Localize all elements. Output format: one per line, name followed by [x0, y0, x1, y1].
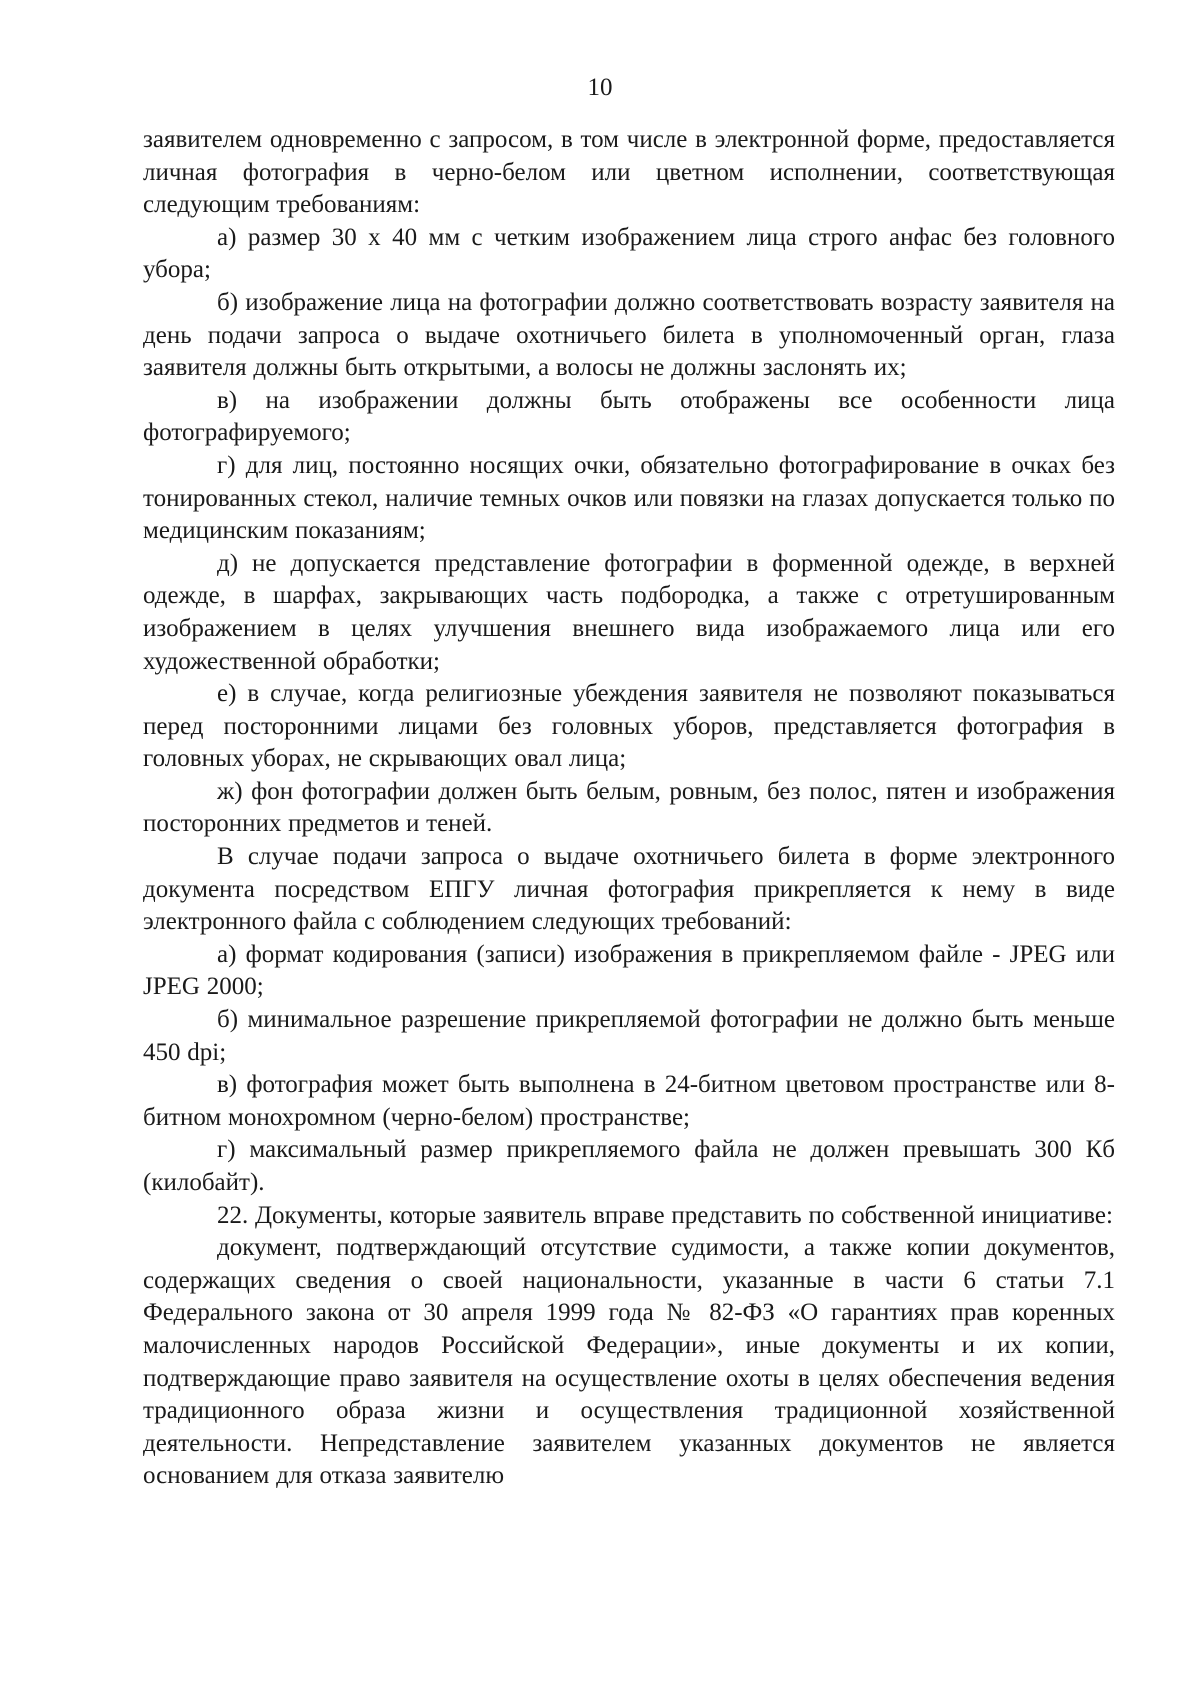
paragraph-requirement-b: б) изображение лица на фотографии должно соответствовать возрасту заявителя на день подачи запроса о выдаче охотничьего билета в уполномоченный орган, глаза заявителя должны быть открытыми, а волосы не должны заслонять их;: [143, 288, 1115, 382]
paragraph-file-format: а) формат кодирования (записи) изображения в прикрепляемом файле - JPEG или JPEG 2000;: [143, 940, 1115, 1001]
document-body: [143, 124, 1115, 1493]
paragraph-requirement-zh: ж) фон фотографии должен быть белым, ровным, без полос, пятен и изображения посторонних предметов и теней.: [143, 777, 1115, 838]
paragraph-electronic-submission: В случае подачи запроса о выдаче охотничьего билета в форме электронного документа посредством ЕПГУ личная фотография прикрепляется к нему в виде электронного файла с соблюдением следующих требований:: [143, 843, 1115, 936]
paragraph-requirement-g: г) для лиц, постоянно носящих очки, обязательно фотографирование в очках без тонированных стекол, наличие темных очков или повязки на глазах допускается только по медицинским показаниям;: [143, 451, 1115, 545]
paragraph-optional-documents: документ, подтверждающий отсутствие судимости, а также копии документов, содержащих сведения о своей национальности, указанные в части 6 статьи 7.1 Федерального закона от 30 апреля 1999 года № 82-ФЗ «О гарантиях прав коренных малочисленных народов Российской Федерации», иные документы и их копии, подтверждающие право заявителя на осуществление охоты в целях обеспечения ведения традиционного образа жизни и осуществления традиционной хозяйственной деятельности. Непредставление заявителем указанных документов не является основанием для отказа заявителю: [143, 1234, 1115, 1490]
paragraph-file-size: г) максимальный размер прикрепляемого файла не должен превышать 300 Кб (килобайт).: [143, 1136, 1115, 1196]
paragraph-section-22: 22. Документы, которые заявитель вправе представить по собственной инициативе:: [217, 1201, 1113, 1229]
paragraph-requirement-d: д) не допускается представление фотографии в форменной одежде, в верхней одежде, в шарфах, закрывающих часть подбородка, а также с отретушированным изображением в целях улучшения внешнего вида изображаемого лица или его художественной обработки;: [143, 549, 1115, 675]
page-number: 10: [587, 74, 613, 101]
paragraph-requirement-a: а) размер 30 х 40 мм с четким изображением лица строго анфас без головного убора;: [143, 223, 1115, 284]
paragraph-requirement-e: е) в случае, когда религиозные убеждения заявителя не позволяют показываться перед посторонними лицами без головных уборов, представляется фотография в головных уборах, не скрывающих овал лица;: [143, 680, 1115, 773]
paragraph-file-resolution: б) минимальное разрешение прикрепляемой фотографии не должно быть меньше 450 dpi;: [143, 1006, 1115, 1066]
paragraph-file-color-space: в) фотография может быть выполнена в 24-битном цветовом пространстве или 8-битном монохромном (черно-белом) пространстве;: [143, 1071, 1115, 1131]
paragraph-requirement-v: в) на изображении должны быть отображены все особенности лица фотографируемого;: [143, 386, 1115, 447]
paragraph-photo-intro: заявителем одновременно с запросом, в том числе в электронной форме, предоставляется личная фотография в черно-белом или цветном исполнении, соответствующая следующим требованиям:: [143, 126, 1115, 219]
